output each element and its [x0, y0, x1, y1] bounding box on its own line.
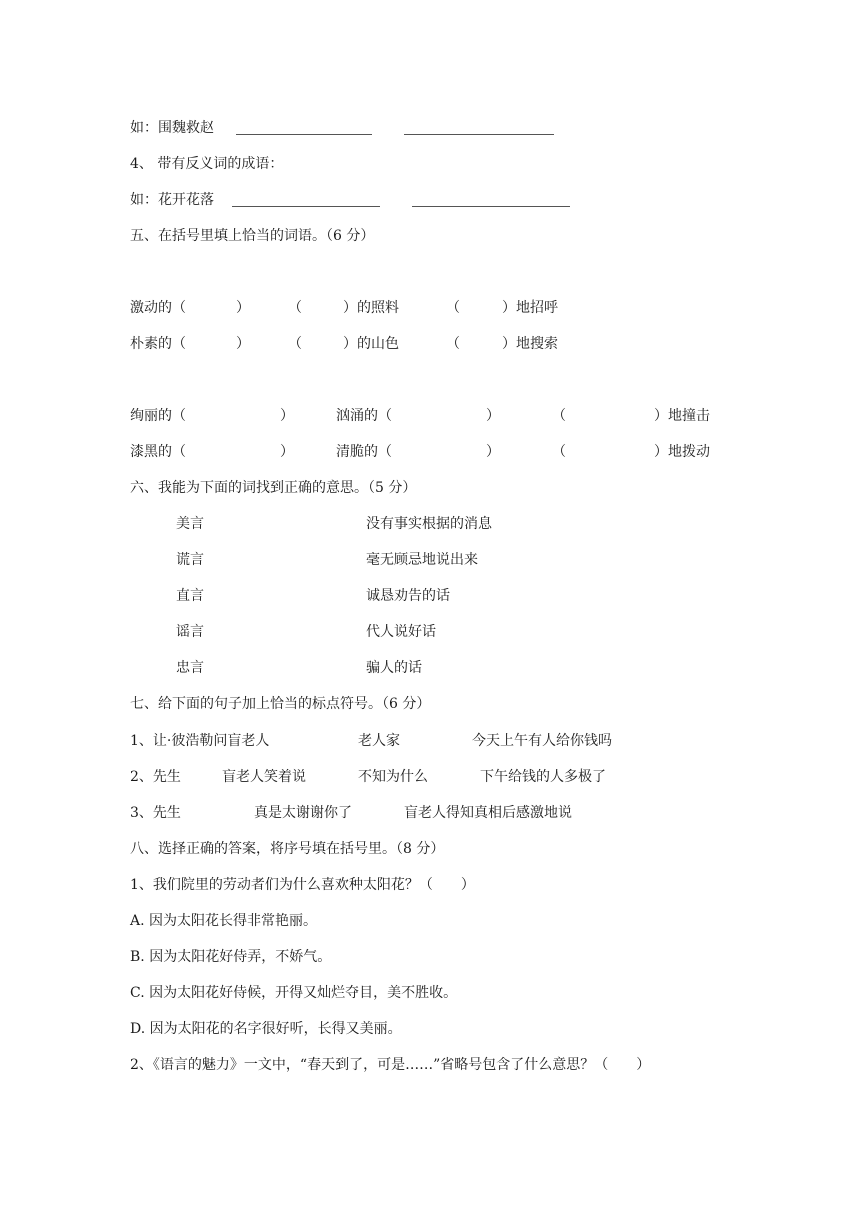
sentence-fragment: 盲老人得知真相后感激地说 [404, 805, 572, 821]
fill-cell: ） [280, 444, 294, 460]
fill-cell: 激动的（ [130, 300, 186, 316]
meaning-item: 骗人的话 [366, 660, 422, 676]
meaning-item: 毫无顾忌地说出来 [366, 552, 478, 568]
fill-cell: ） [280, 408, 294, 424]
word-item: 美言 [176, 516, 204, 532]
question-item: 2、《语言的魅力》一文中，“春天到了，可是……”省略号包含了什么意思？（ ） [130, 1057, 651, 1073]
sentence-fragment: 真是太谢谢你了 [254, 805, 352, 821]
section-heading: 八、选择正确的答案，将序号填在括号里。（8 分） [130, 841, 445, 857]
sentence-fragment: 3、先生 [130, 805, 181, 821]
answer-blank[interactable] [412, 206, 570, 207]
fill-cell: 漆黑的（ [130, 444, 186, 460]
word-item: 谣言 [176, 624, 204, 640]
fill-cell: 清脆的（ [336, 444, 392, 460]
example-label: 如：围魏救赵 [130, 120, 214, 136]
sentence-fragment: 不知为什么 [358, 769, 428, 785]
fill-cell: ）地搜索 [502, 336, 558, 352]
word-item: 直言 [176, 588, 204, 604]
meaning-item: 没有事实根据的消息 [366, 516, 492, 532]
fill-cell: （ [552, 408, 566, 424]
fill-cell: ） [486, 408, 500, 424]
word-item: 谎言 [176, 552, 204, 568]
sentence-fragment: 今天上午有人给你钱吗 [472, 733, 612, 749]
fill-cell: ）的照料 [343, 300, 399, 316]
example-label: 如：花开花落 [130, 192, 214, 208]
word-item: 忠言 [176, 660, 204, 676]
fill-cell: ）地撞击 [654, 408, 710, 424]
fill-cell: （ [446, 300, 460, 316]
fill-cell: ）地拨动 [654, 444, 710, 460]
sentence-fragment: 老人家 [358, 733, 400, 749]
question-item: 4、 带有反义词的成语： [130, 156, 284, 172]
section-heading: 七、给下面的句子加上恰当的标点符号。（6 分） [130, 696, 431, 712]
section-heading: 六、我能为下面的词找到正确的意思。（5 分） [130, 480, 417, 496]
fill-cell: （ [446, 336, 460, 352]
answer-blank[interactable] [236, 134, 372, 135]
answer-option: D. 因为太阳花的名字很好听，长得又美丽。 [130, 1021, 402, 1037]
meaning-item: 代人说好话 [366, 624, 436, 640]
fill-cell: ）地招呼 [502, 300, 558, 316]
fill-cell: ）的山色 [343, 336, 399, 352]
sentence-fragment: 1、让·彼浩勒问盲老人 [130, 733, 270, 749]
meaning-item: 诚恳劝告的话 [366, 588, 450, 604]
question-item: 1、我们院里的劳动者们为什么喜欢种太阳花？（ ） [130, 877, 475, 893]
fill-cell: 朴素的（ [130, 336, 186, 352]
sentence-fragment: 下午给钱的人多极了 [480, 769, 606, 785]
answer-blank[interactable] [404, 134, 554, 135]
fill-cell: ） [236, 336, 250, 352]
fill-cell: （ [288, 336, 302, 352]
fill-cell: ） [486, 444, 500, 460]
sentence-fragment: 盲老人笑着说 [222, 769, 306, 785]
answer-option: A. 因为太阳花长得非常艳丽。 [130, 913, 318, 929]
answer-blank[interactable] [232, 206, 380, 207]
sentence-fragment: 2、先生 [130, 769, 181, 785]
fill-cell: （ [288, 300, 302, 316]
fill-cell: 汹涌的（ [336, 408, 392, 424]
fill-cell: ） [236, 300, 250, 316]
section-heading: 五、在括号里填上恰当的词语。（6 分） [130, 228, 375, 244]
fill-cell: （ [552, 444, 566, 460]
answer-option: B. 因为太阳花好侍弄，不娇气。 [130, 949, 332, 965]
fill-cell: 绚丽的（ [130, 408, 186, 424]
answer-option: C. 因为太阳花好侍候，开得又灿烂夺目，美不胜收。 [130, 985, 458, 1001]
